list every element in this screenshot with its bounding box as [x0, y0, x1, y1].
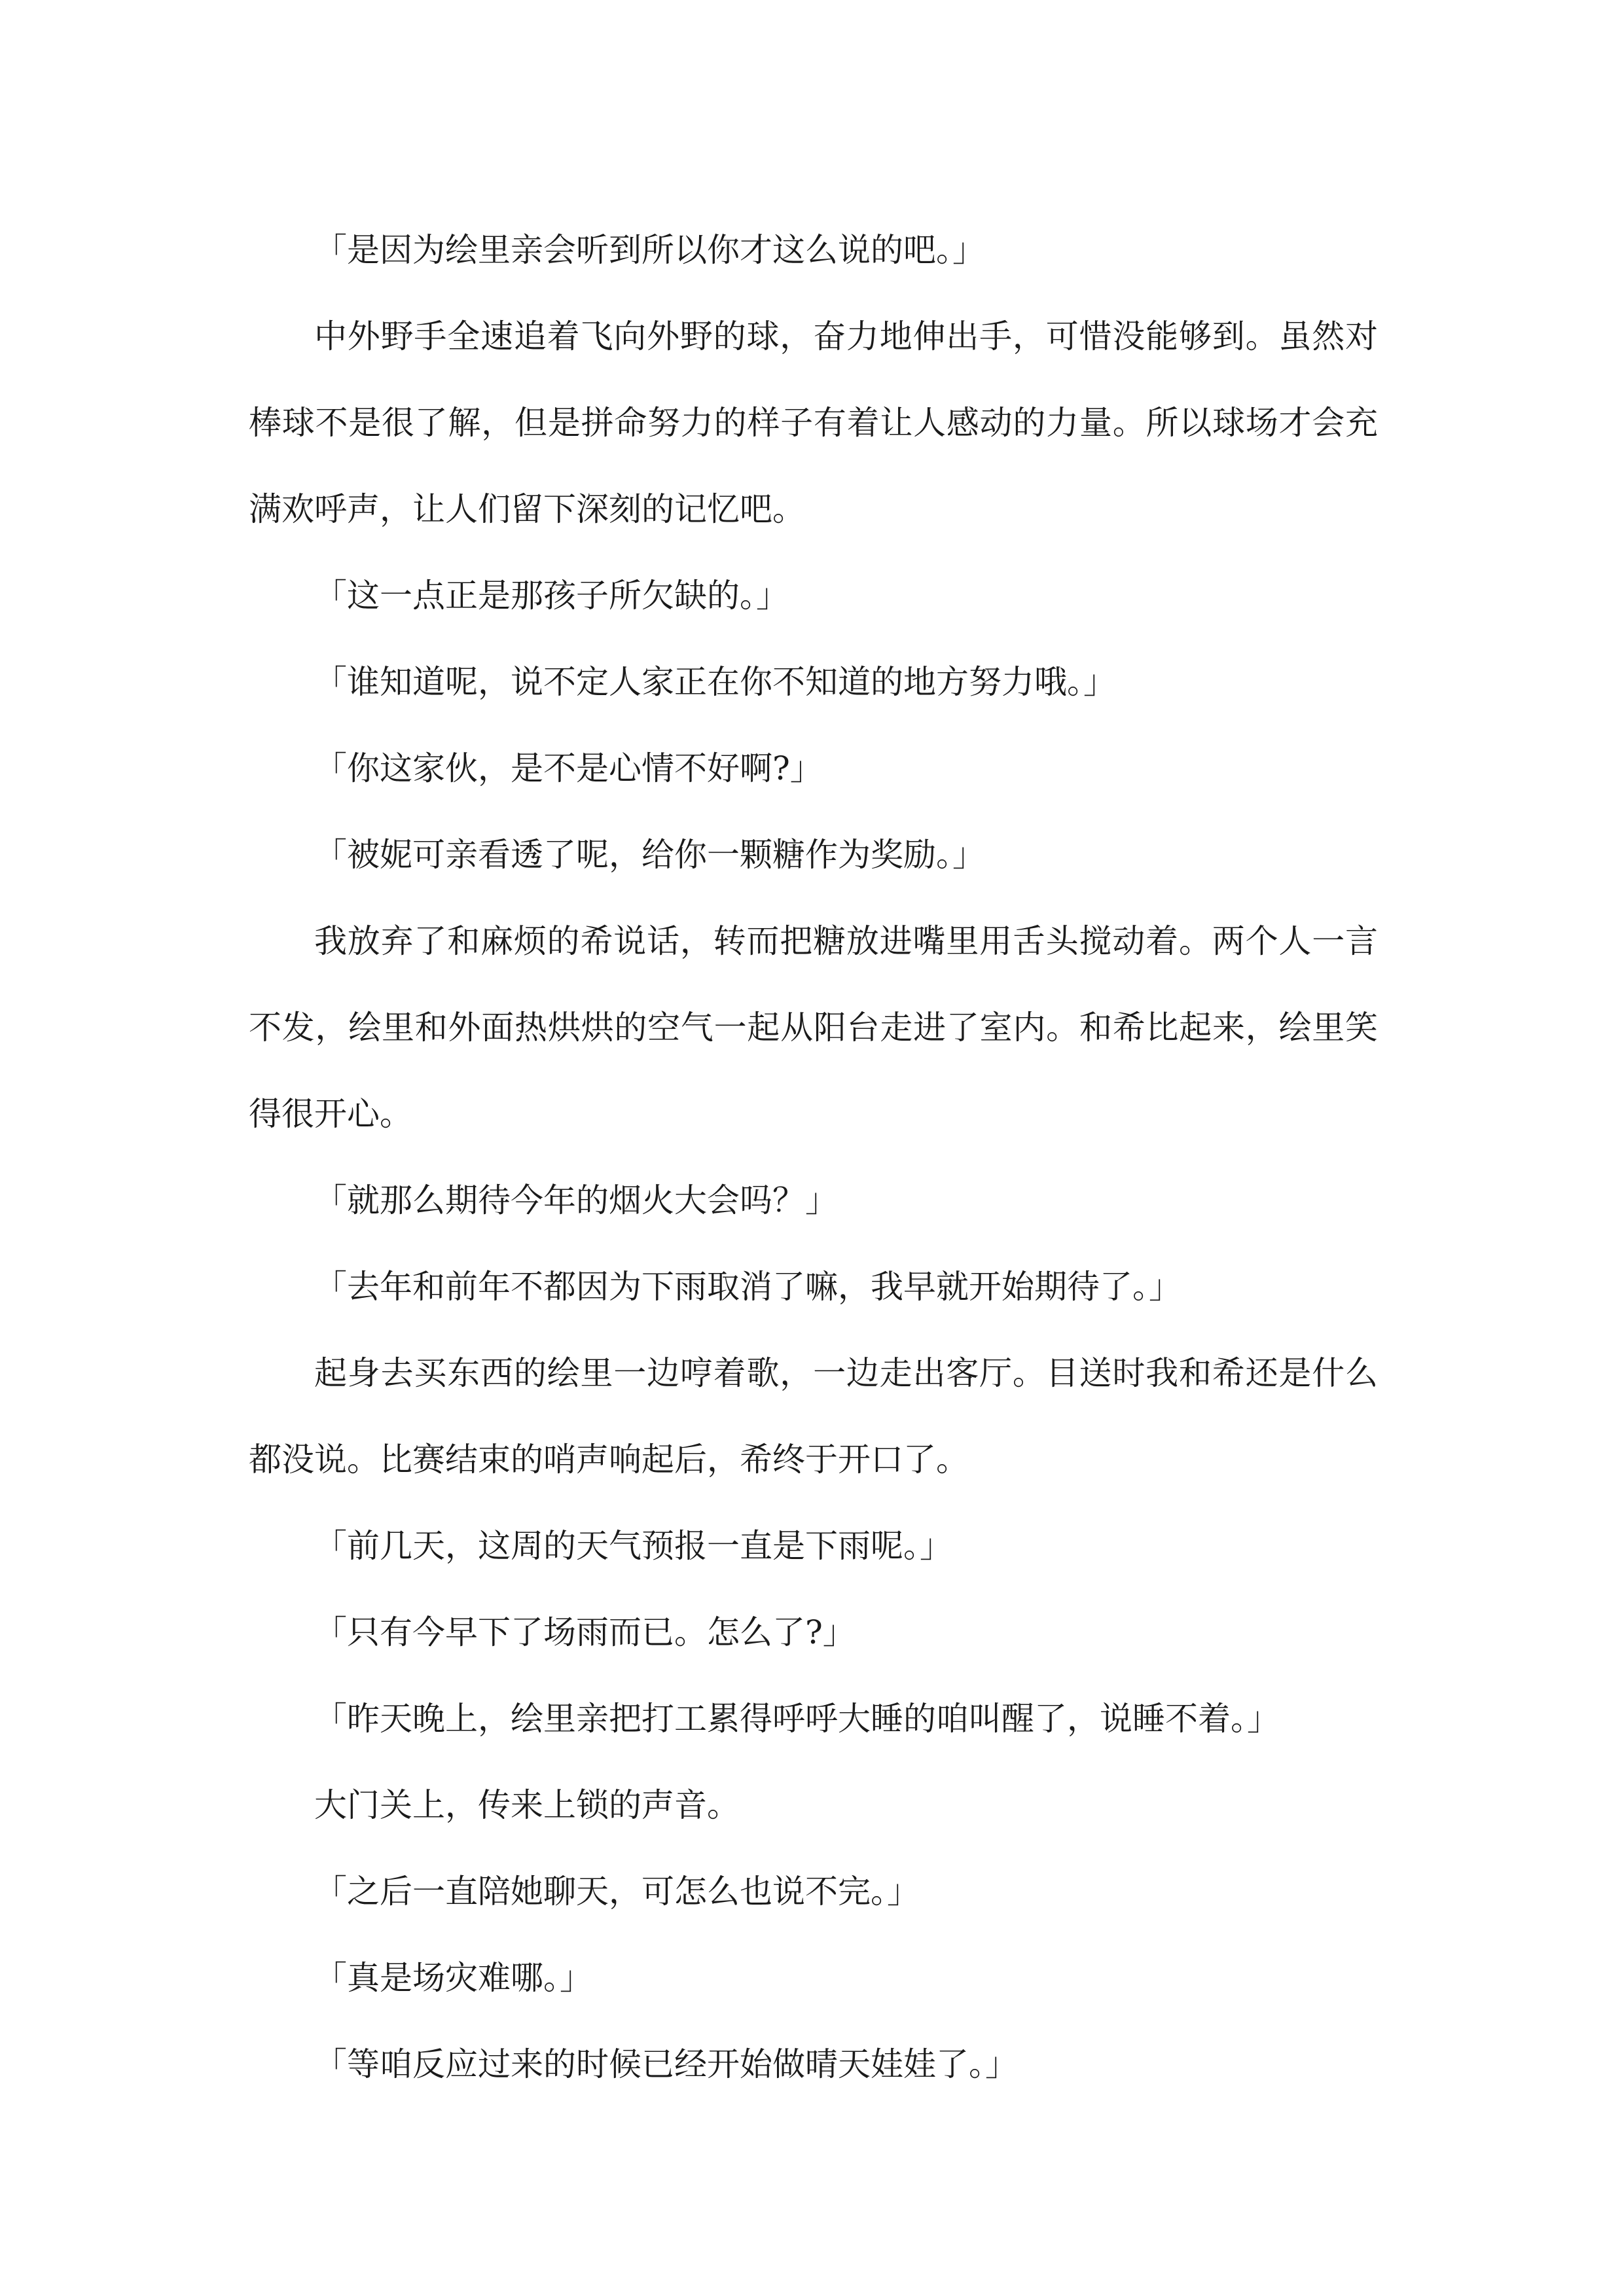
paragraph-dialogue: 「真是场灾难哪。」: [314, 1959, 592, 1997]
paragraph-dialogue: 「这一点正是那孩子所欠缺的。」: [314, 577, 789, 615]
paragraph-narration: 我放弃了和麻烦的希说话，转而把糖放进嘴里用舌头搅动着。两个人一言不发，绘里和外面热烘烘的空气一起从阳台走进了室内。和希比起来，绘里笑得很开心。: [249, 922, 1378, 1133]
paragraph-dialogue: 「你这家伙，是不是心情不好啊?」: [314, 749, 823, 787]
paragraph-dialogue: 「去年和前年不都因为下雨取消了嘛，我早就开始期待了。」: [314, 1268, 1182, 1306]
paragraph-dialogue: 「就那么期待今年的烟火大会吗？」: [314, 1181, 838, 1219]
paragraph-dialogue: 「是因为绘里亲会听到所以你才这么说的吧。」: [314, 231, 985, 269]
paragraph-dialogue: 「只有今早下了场雨而已。怎么了?」: [314, 1613, 856, 1651]
document-body: [249, 207, 1378, 2108]
paragraph-dialogue: 「等咱反应过来的时候已经开始做晴天娃娃了。」: [314, 2045, 1018, 2083]
paragraph-dialogue: 「谁知道呢，说不定人家正在你不知道的地方努力哦。」: [314, 663, 1116, 701]
paragraph-narration: 起身去买东西的绘里一边哼着歌，一边走出客厅。目送时我和希还是什么都没说。比赛结束的哨声响起后，希终于开口了。: [249, 1354, 1378, 1479]
paragraph-dialogue: 「之后一直陪她聊天，可怎么也说不完。」: [314, 1873, 920, 1910]
paragraph-dialogue: 「前几天，这周的天气预报一直是下雨呢。」: [314, 1527, 952, 1565]
paragraph-dialogue: 「昨天晚上，绘里亲把打工累得呼呼大睡的咱叫醒了，说睡不着。」: [314, 1700, 1280, 1738]
paragraph-dialogue: 「被妮可亲看透了呢，给你一颗糖作为奖励。」: [314, 836, 985, 874]
paragraph-narration: 大门关上，传来上锁的声音。: [314, 1786, 740, 1824]
paragraph-narration: 中外野手全速追着飞向外野的球，奋力地伸出手，可惜没能够到。虽然对棒球不是很了解，但是拼命努力的样子有着让人感动的力量。所以球场才会充满欢呼声，让人们留下深刻的记忆吧。: [249, 317, 1378, 528]
